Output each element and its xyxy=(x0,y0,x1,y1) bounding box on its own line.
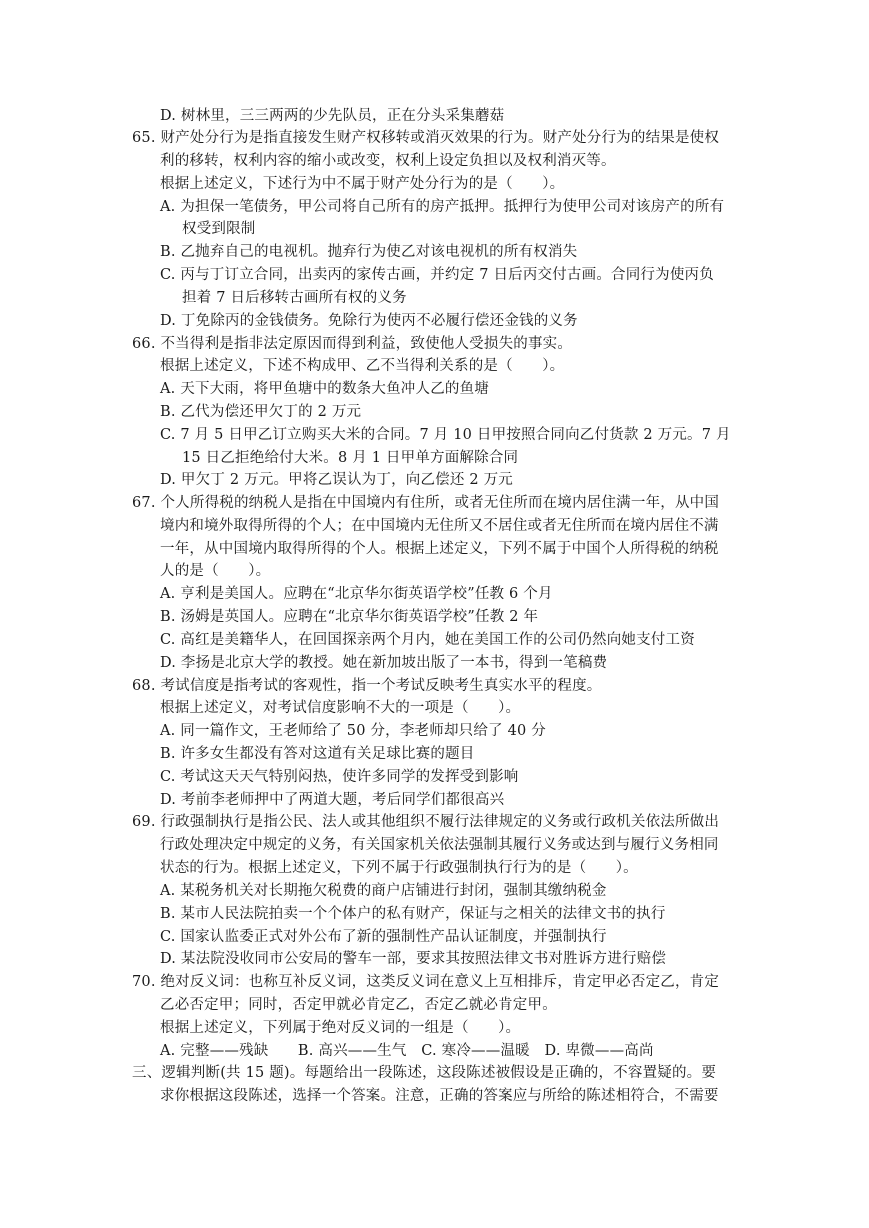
question-68-prompt: 根据上述定义，对考试信度影响不大的一项是（ ）。 xyxy=(160,700,521,716)
option-68-a: A. 同一篇作文，王老师给了 50 分，李老师却只给了 40 分 xyxy=(160,723,546,739)
question-70-prompt: 根据上述定义，下列属于绝对反义词的一组是（ ）。 xyxy=(160,1020,521,1036)
option-69-c: C. 国家认监委正式对外公布了新的强制性产品认证制度，并强制执行 xyxy=(160,929,607,945)
option-69-a: A. 某税务机关对长期拖欠税费的商户店铺进行封闭，强制其缴纳税金 xyxy=(160,883,607,899)
question-70-text: 70. 绝对反义词：也称互补反义词，这类反义词在意义上互相排斥，肯定甲必否定乙，肯定 xyxy=(132,974,720,990)
option-66-b: B. 乙代为偿还甲欠丁的 2 万元 xyxy=(160,404,362,420)
option-68-d: D. 考前李老师押中了两道大题，考后同学们都很高兴 xyxy=(160,792,505,808)
question-67-text-cont3: 人的是（ ）。 xyxy=(160,563,271,579)
option-66-d: D. 甲欠丁 2 万元。甲将乙误认为丁，向乙偿还 2 万元 xyxy=(160,472,514,488)
option-67-a: A. 亨利是美国人。应聘在“北京华尔街英语学校”任教 6 个月 xyxy=(160,586,553,602)
question-69-text-cont1: 行政处理决定中规定的义务，有关国家机关依法强制其履行义务或达到与履行义务相同 xyxy=(160,837,719,853)
question-65-prompt: 根据上述定义，下述行为中不属于财产处分行为的是（ ）。 xyxy=(160,176,565,192)
question-70-text-cont: 乙必否定甲；同时，否定甲就必肯定乙，否定乙就必肯定甲。 xyxy=(160,997,557,1013)
option-65-a: A. 为担保一笔债务，甲公司将自己所有的房产抵押。抵押行为使甲公司对该房产的所有 xyxy=(160,199,725,215)
option-69-d: D. 某法院没收同市公安局的警车一部，要求其按照法律文书对胜诉方进行赔偿 xyxy=(160,951,667,967)
options-70: A. 完整——残缺 B. 高兴——生气 C. 寒冷——温暖 D. 卑微——高尚 xyxy=(160,1043,654,1059)
question-65-text: 65. 财产处分行为是指直接发生财产权移转或消灭效果的行为。财产处分行为的结果是使权 xyxy=(132,130,720,146)
option-66-a: A. 天下大雨，将甲鱼塘中的数条大鱼冲人乙的鱼塘 xyxy=(160,381,489,397)
option-65-d: D. 丁免除丙的金钱债务。免除行为使丙不必履行偿还金钱的义务 xyxy=(160,313,578,329)
option-67-d: D. 李扬是北京大学的教授。她在新加坡出版了一本书，得到一笔稿费 xyxy=(160,655,608,671)
question-69-text-cont2: 状态的行为。根据上述定义，下列不属于行政强制执行行为的是（ ）。 xyxy=(160,860,638,876)
option-67-b: B. 汤姆是英国人。应聘在“北京华尔街英语学校”任教 2 年 xyxy=(160,609,539,625)
option-68-c: C. 考试这天天气特别闷热，使许多同学的发挥受到影响 xyxy=(160,769,519,785)
question-65-text-cont: 利的移转，权利内容的缩小或改变，权利上设定负担以及权利消灭等。 xyxy=(160,153,616,169)
option-69-b: B. 某市人民法院拍卖一个个体户的私有财产，保证与之相关的法律文书的执行 xyxy=(160,906,666,922)
option-66-c-cont: 15 日乙拒绝给付大米。8 月 1 日甲单方面解除合同 xyxy=(182,450,519,466)
question-66-text: 66. 不当得利是指非法定原因而得到利益，致使他人受损失的事实。 xyxy=(132,336,573,352)
question-67-text-cont1: 境内和境外取得所得的个人；在中国境内无住所又不居住或者无住所而在境内居住不满 xyxy=(160,518,719,534)
option-65-c: C. 丙与丁订立合同，出卖丙的家传古画，并约定 7 日后丙交付古画。合同行为使丙负 xyxy=(160,267,714,283)
option-65-c-cont: 担着 7 日后移转古画所有权的义务 xyxy=(182,290,407,306)
question-66-prompt: 根据上述定义，下述不构成甲、乙不当得利关系的是（ ）。 xyxy=(160,358,565,374)
section-3-heading: 三、逻辑判断(共 15 题)。每题给出一段陈述，这段陈述被假设是正确的，不容置疑的。要 xyxy=(132,1065,717,1081)
option-65-a-cont: 权受到限制 xyxy=(182,221,256,237)
option-65-b: B. 乙抛弃自己的电视机。抛弃行为使乙对该电视机的所有权消失 xyxy=(160,244,578,260)
section-3-heading-cont: 求你根据这段陈述，选择一个答案。注意，正确的答案应与所给的陈述相符合，不需要 xyxy=(160,1088,719,1104)
option-64-d: D. 树林里，三三两两的少先队员，正在分头采集蘑菇 xyxy=(160,108,505,124)
option-66-c: C. 7 月 5 日甲乙订立购买大米的合同。7 月 10 日甲按照合同向乙付货款 2 万元。7 月 xyxy=(160,427,731,443)
option-68-b: B. 许多女生都没有答对这道有关足球比赛的题目 xyxy=(160,746,475,762)
question-69-text: 69. 行政强制执行是指公民、法人或其他组织不履行法律规定的义务或行政机关依法所做出 xyxy=(132,814,720,830)
question-67-text-cont2: 一年，从中国境内取得所得的个人。根据上述定义，下列不属于中国个人所得税的纳税 xyxy=(160,541,719,557)
question-67-text: 67. 个人所得税的纳税人是指在中国境内有住所，或者无住所而在境内居住满一年，从中国 xyxy=(132,495,720,511)
question-68-text: 68. 考试信度是指考试的客观性，指一个考试反映考生真实水平的程度。 xyxy=(132,678,602,694)
option-67-c: C. 高红是美籍华人，在回国探亲两个月内，她在美国工作的公司仍然向她支付工资 xyxy=(160,632,695,648)
